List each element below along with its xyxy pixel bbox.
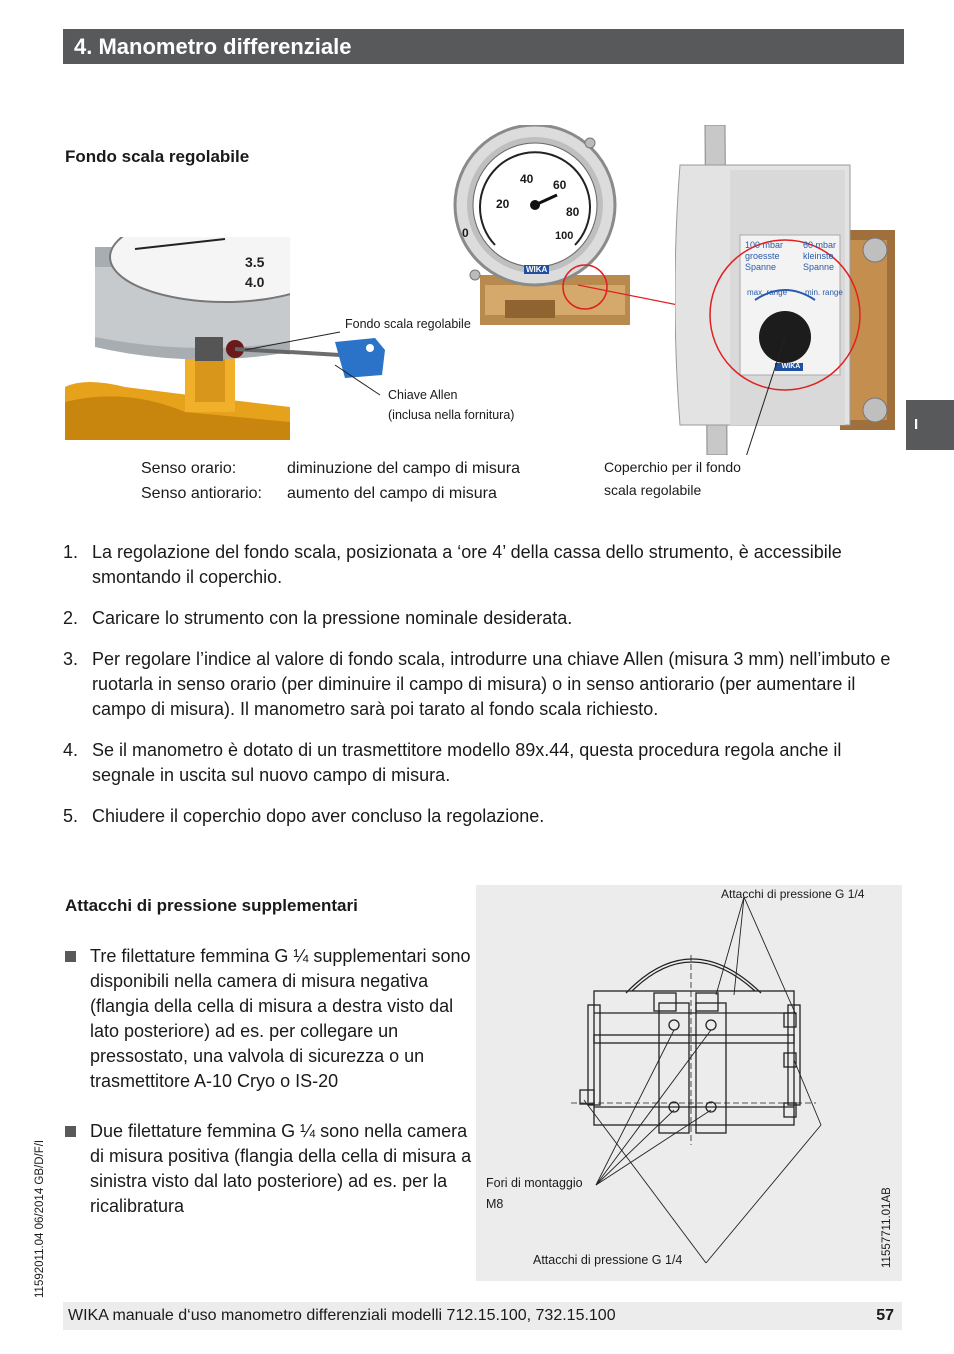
- page-number: 57: [876, 1307, 894, 1324]
- callout-lines-left: [240, 320, 390, 400]
- list-item: [63, 647, 893, 722]
- dial-number-0: 0: [462, 226, 469, 240]
- counterclockwise-label: Senso antiorario:: [141, 485, 262, 502]
- step-number: 3.: [63, 649, 79, 669]
- connections-bullets: [65, 944, 475, 1244]
- cover-label-min-span: 60 mbar kleinste Spanne: [803, 240, 837, 272]
- footer: [63, 1302, 902, 1330]
- list-item: [63, 540, 893, 590]
- label-pressure-connections-top: Attacchi di pressione G 1/4: [721, 887, 865, 901]
- callout-allen-key-note: (inclusa nella fornitura): [388, 408, 515, 422]
- step-text: La regolazione del fondo scala, posizionata a ‘ore 4’ della cassa dello strumento, è accessibile smontando il coperchio.: [92, 542, 842, 587]
- dial-number-100: 100: [555, 230, 574, 242]
- list-item: [63, 738, 893, 788]
- clockwise-text: diminuzione del campo di misura: [287, 460, 520, 477]
- step-text: Chiudere il coperchio dopo aver concluso la regolazione.: [92, 806, 545, 826]
- dial-number-40: 40: [520, 172, 534, 186]
- cover-label-max-span: 100 mbar groesste Spanne: [745, 240, 784, 272]
- bullet-text: Tre filettature femmina G ¼ supplementari sono disponibili nella camera di misura negativa (flangia della cella di misura a destra visto dal lato posteriore) ad es. per collegare un pressostato, una valvola di sicurezza o un trasmettitore A-10 Cryo o IS-20: [90, 946, 471, 1091]
- document-code: 11592011.04 06/2014 GB/D/F/I: [34, 1139, 46, 1298]
- wika-logo: WIKA: [526, 265, 548, 274]
- bullet-text: Due filettature femmina G ¼ sono nella camera di misura positiva (flangia della cella di misura a sinistra visto dal lato posteriore) ad es. per la ricalibratura: [90, 1121, 472, 1216]
- list-item: [65, 1119, 475, 1219]
- footer-text: WIKA manuale d‘uso manometro differenziali modelli 712.15.100, 732.15.100: [68, 1307, 616, 1324]
- procedure-steps: [63, 540, 893, 845]
- section-tab: I: [906, 400, 954, 450]
- dial-number-20: 20: [496, 197, 510, 211]
- callout-adjustable-range: Fondo scala regolabile: [345, 317, 471, 331]
- dial-number-80: 80: [566, 205, 580, 219]
- step-number: 1.: [63, 542, 79, 562]
- drawing-code: 11557711.01AB: [881, 1187, 893, 1268]
- step-text: Per regolare l’indice al valore di fondo scala, introdurre una chiave Allen (misura 3 mm) nell’imbuto e ruotarla in senso orario (per diminuire il campo di misura) o in senso antiorario (per aumentare il campo di misura). Il manometro sarà poi tarato al fondo scala richiesto.: [92, 649, 891, 719]
- step-number: 2.: [63, 608, 79, 628]
- step-text: Se il manometro è dotato di un trasmettitore modello 89x.44, questa procedura regola anche il segnale in uscita sul nuovo campo di misura.: [92, 740, 842, 785]
- step-number: 5.: [63, 806, 79, 826]
- connections-heading: Attacchi di pressione supplementari: [65, 896, 358, 915]
- label-mounting-holes-size: M8: [486, 1197, 504, 1211]
- cover-label-min-range: min. range: [805, 288, 843, 297]
- bullet-square-icon: [65, 944, 90, 1094]
- callout-cover-2: scala regolabile: [604, 482, 702, 498]
- bullet-square-icon: [65, 1119, 90, 1219]
- label-mounting-holes: Fori di montaggio: [486, 1176, 583, 1190]
- label-pressure-connections-bottom: Attacchi di pressione G 1/4: [533, 1253, 683, 1267]
- step-text: Caricare lo strumento con la pressione nominale desiderata.: [92, 608, 573, 628]
- drawing-lines: [476, 885, 902, 1281]
- svg-text:3.5: 3.5: [245, 254, 265, 270]
- counterclockwise-text: aumento del campo di misura: [287, 485, 497, 502]
- list-item: [65, 944, 475, 1094]
- adjustable-range-heading: Fondo scala regolabile: [65, 147, 250, 166]
- clockwise-label: Senso orario:: [141, 460, 237, 477]
- step-number: 4.: [63, 740, 79, 760]
- list-item: [63, 606, 893, 631]
- callout-allen-key: Chiave Allen: [388, 388, 458, 402]
- callout-cover: Coperchio per il fondo: [604, 459, 741, 475]
- technical-drawing: [476, 885, 902, 1281]
- page-title: 4. Manometro differenziale: [63, 29, 904, 64]
- cover-label-max-range: max. range: [747, 288, 788, 297]
- list-item: [63, 804, 893, 829]
- svg-text:4.0: 4.0: [245, 274, 265, 290]
- dial-number-60: 60: [553, 178, 567, 192]
- cover-wika-logo: WIKA: [781, 363, 801, 370]
